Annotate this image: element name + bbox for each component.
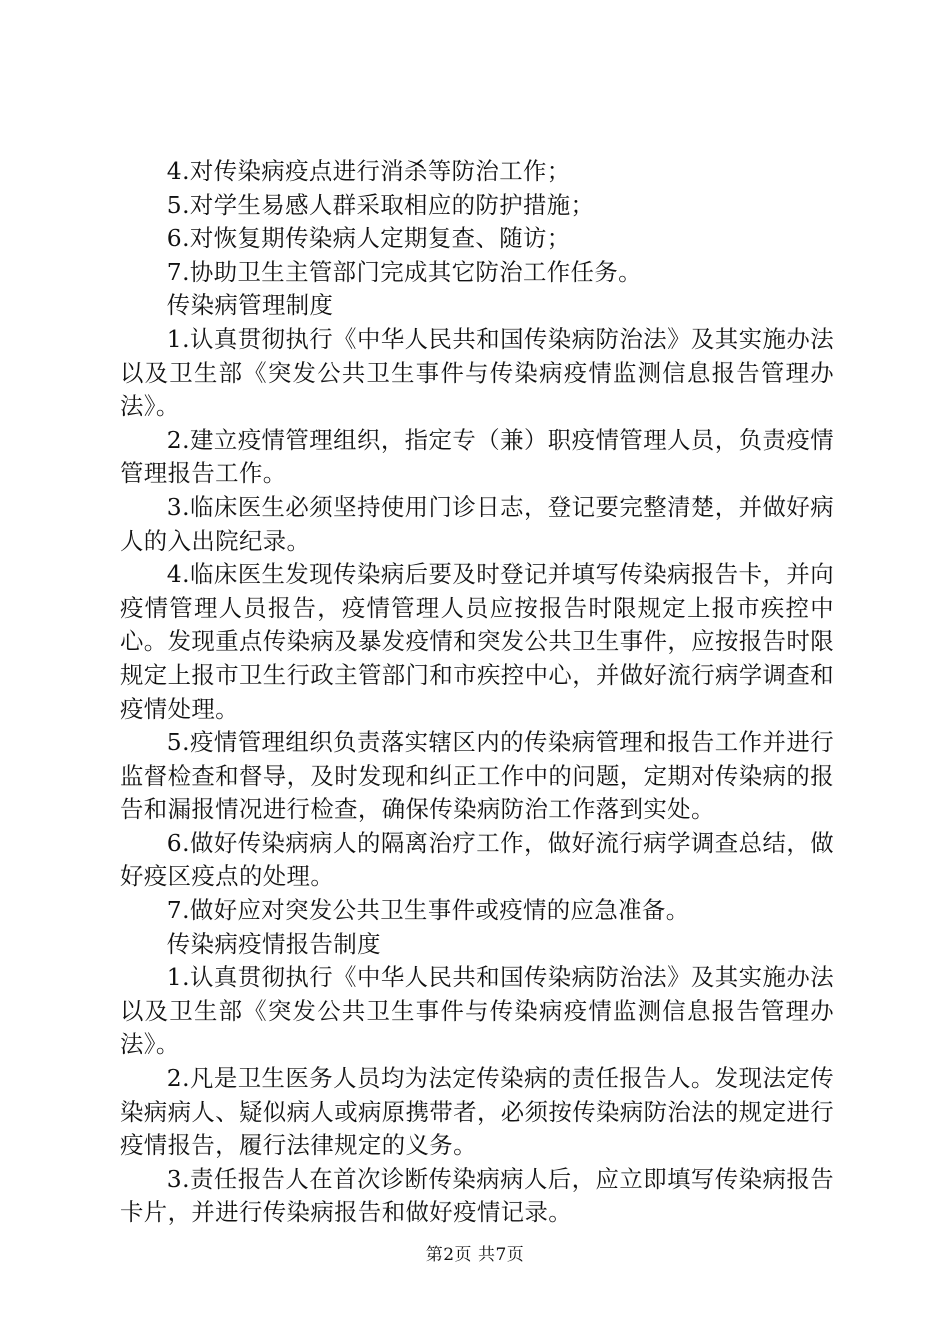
list-item: 2.凡是卫生医务人员均为法定传染病的责任报告人。发现法定传染病病人、疑似病人或病原携带者，必须按传染病防治法的规定进行疫情报告，履行法律规定的义务。 bbox=[120, 1064, 834, 1160]
list-item: 3.临床医生必须坚持使用门诊日志，登记要完整清楚，并做好病人的入出院纪录。 bbox=[120, 492, 834, 555]
list-item: 2.建立疫情管理组织，指定专（兼）职疫情管理人员，负责疫情管理报告工作。 bbox=[120, 425, 834, 488]
list-item: 3.责任报告人在首次诊断传染病病人后，应立即填写传染病报告卡片，并进行传染病报告和做好疫情记录。 bbox=[120, 1164, 834, 1227]
list-item: 4.对传染病疫点进行消杀等防治工作； bbox=[166, 157, 571, 185]
page-number-footer: 第2页 共7页 bbox=[425, 1245, 525, 1265]
list-item: 5.对学生易感人群采取相应的防护措施； bbox=[166, 190, 595, 219]
list-item: 7.做好应对突发公共卫生事件或疫情的应急准备。 bbox=[166, 896, 690, 925]
document-body bbox=[120, 155, 834, 1230]
section-heading: 传染病疫情报告制度 bbox=[166, 929, 381, 958]
list-item: 5.疫情管理组织负责落实辖区内的传染病管理和报告工作并进行监督检查和督导，及时发现和纠正工作中的问题，定期对传染病的报告和漏报情况进行检查，确保传染病防治工作落到实处。 bbox=[120, 728, 834, 824]
list-item: 1.认真贯彻执行《中华人民共和国传染病防治法》及其实施办法以及卫生部《突发公共卫生事件与传染病疫情监测信息报告管理办法》。 bbox=[120, 324, 834, 421]
list-item: 6.对恢复期传染病人定期复查、随访； bbox=[166, 224, 571, 253]
list-item: 1.认真贯彻执行《中华人民共和国传染病防治法》及其实施办法以及卫生部《突发公共卫生事件与传染病疫情监测信息报告管理办法》。 bbox=[120, 963, 834, 1059]
list-item: 4.临床医生发现传染病后要及时登记并填写传染病报告卡，并向疫情管理人员报告，疫情管理人员应按报告时限规定上报市疾控中心。发现重点传染病及暴发疫情和突发公共卫生事件，应按报告时限规定上报市卫生行政主管部门和市疾控中心，并做好流行病学调查和疫情处理。 bbox=[120, 560, 834, 723]
section-heading: 传染病管理制度 bbox=[166, 291, 334, 320]
list-item: 7.协助卫生主管部门完成其它防治工作任务。 bbox=[166, 257, 642, 286]
list-item: 6.做好传染病病人的隔离治疗工作，做好流行病学调查总结，做好疫区疫点的处理。 bbox=[120, 828, 834, 891]
